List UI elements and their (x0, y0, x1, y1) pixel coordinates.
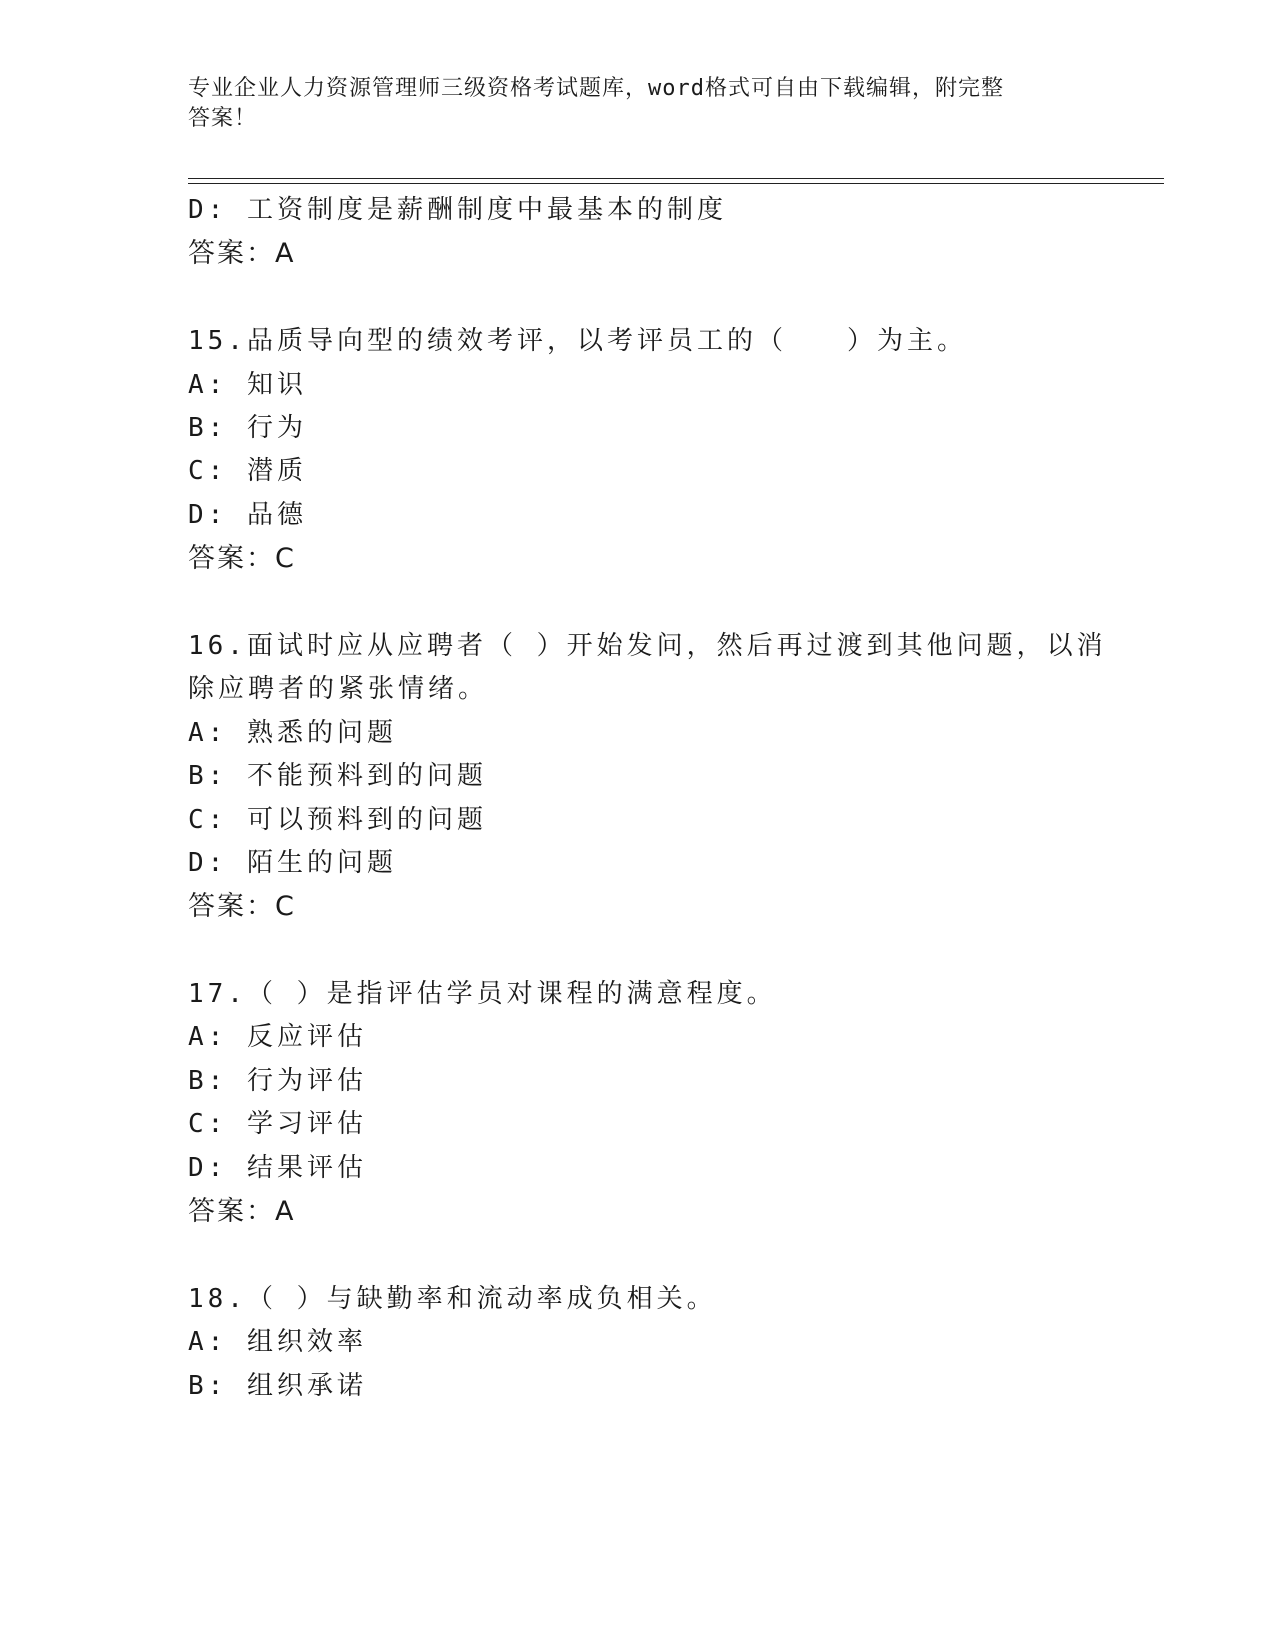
question-17-stem: 17.（ ）是指评估学员对课程的满意程度。 (188, 979, 777, 1009)
document-header (188, 74, 1078, 134)
question-15-option-a: A: 知识 (188, 370, 307, 400)
header-divider-bottom (188, 183, 1164, 184)
question-17-option-b: B: 行为评估 (188, 1066, 367, 1096)
question-18-option-a: A: 组织效率 (188, 1327, 367, 1357)
question-15-option-d: D: 品德 (188, 500, 307, 530)
question-15-stem: 15.品质导向型的绩效考评，以考评员工的（ ）为主。 (188, 326, 967, 356)
question-15-answer: 答案：C (188, 543, 296, 574)
question-16-option-d: D: 陌生的问题 (188, 848, 397, 878)
question-16-answer: 答案：C (188, 891, 296, 922)
question-17-option-a: A: 反应评估 (188, 1022, 367, 1052)
question-17-answer: 答案：A (188, 1196, 296, 1227)
header-line-1: 专业企业人力资源管理师三级资格考试题库，word格式可自由下载编辑，附完整 (188, 76, 1004, 101)
question-18-stem: 18.（ ）与缺勤率和流动率成负相关。 (188, 1284, 717, 1314)
question-15-option-b: B: 行为 (188, 413, 307, 443)
question-16-option-c: C: 可以预料到的问题 (188, 805, 487, 835)
question-17-option-d: D: 结果评估 (188, 1153, 367, 1183)
header-divider-top (188, 178, 1164, 179)
prev-option-d: D: 工资制度是薪酬制度中最基本的制度 (188, 195, 727, 225)
question-15-option-c: C: 潜质 (188, 456, 307, 486)
prev-answer: 答案：A (188, 238, 296, 269)
question-16-stem-line-1: 16.面试时应从应聘者（ ）开始发问，然后再过渡到其他问题，以消 (188, 631, 1107, 661)
question-16-option-a: A: 熟悉的问题 (188, 718, 397, 748)
question-17-option-c: C: 学习评估 (188, 1109, 367, 1139)
header-line-2: 答案！ (188, 106, 258, 131)
question-16-option-b: B: 不能预料到的问题 (188, 761, 487, 791)
question-16-stem-line-2: 除应聘者的紧张情绪。 (188, 674, 489, 704)
question-18-option-b: B: 组织承诺 (188, 1371, 367, 1401)
